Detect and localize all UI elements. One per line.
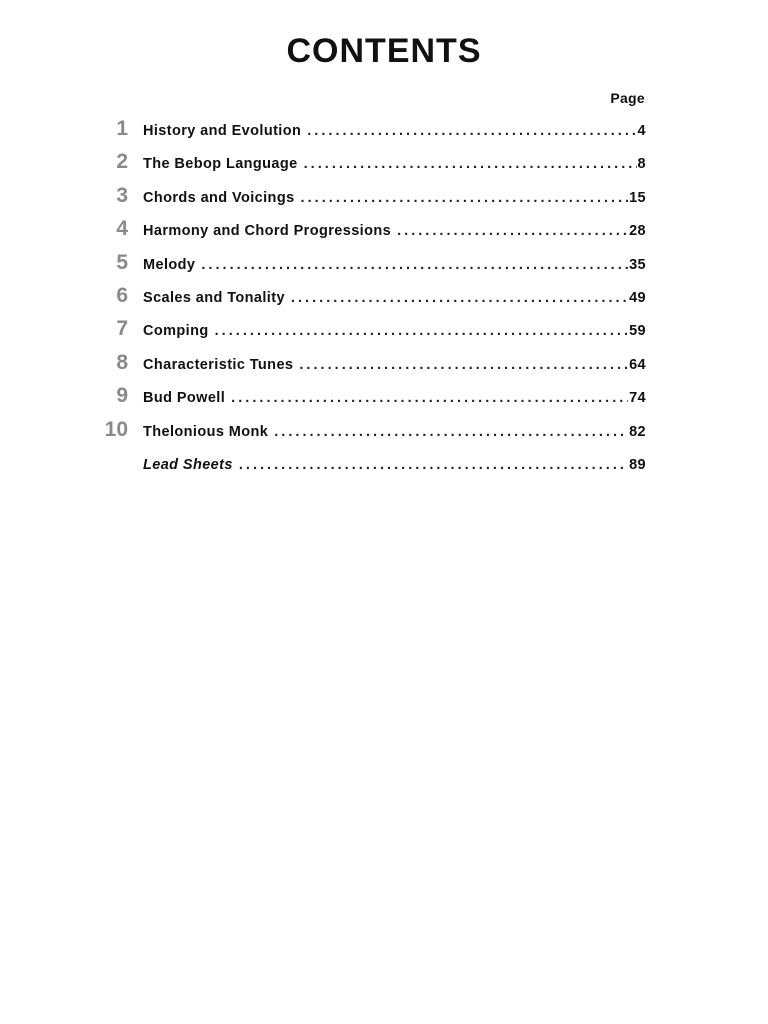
page-number: 15 (629, 189, 646, 206)
chapter-number: 10 (104, 417, 128, 441)
section-title: Lead Sheets (143, 456, 233, 473)
chapter-title: Comping (143, 323, 209, 340)
chapter-number: 2 (116, 150, 128, 174)
chapter-title: History and Evolution (143, 123, 302, 139)
dot-leader (304, 154, 637, 174)
toc-entry[interactable] (96, 183, 646, 216)
toc-entry[interactable] (96, 450, 646, 483)
dot-leader (239, 455, 628, 475)
page-number: 28 (629, 223, 646, 240)
page-number: 49 (629, 289, 646, 306)
dot-leader (291, 288, 628, 308)
dot-leader (274, 422, 628, 442)
dot-leader (397, 221, 628, 241)
chapter-number: 1 (116, 117, 128, 140)
dot-leader (201, 255, 628, 275)
page-number: 89 (629, 456, 646, 473)
page-number: 64 (629, 356, 646, 373)
page-number: 4 (637, 123, 646, 139)
toc-entry[interactable] (96, 250, 646, 283)
page-number: 82 (629, 423, 646, 440)
dot-leader (299, 355, 628, 375)
dot-leader (307, 121, 636, 141)
chapter-title: Characteristic Tunes (143, 356, 294, 373)
chapter-title: Bud Powell (143, 390, 226, 407)
toc-entry[interactable] (96, 283, 646, 316)
toc-entry[interactable] (96, 350, 646, 383)
page-number: 8 (637, 156, 646, 173)
toc-entry[interactable] (96, 316, 646, 349)
chapter-number: 3 (116, 183, 128, 207)
table-of-contents (96, 116, 646, 483)
page-column-label: Page (610, 90, 645, 106)
chapter-title: The Bebop Language (143, 156, 298, 173)
toc-entry[interactable] (96, 149, 646, 182)
chapter-title: Melody (143, 256, 196, 273)
chapter-number: 5 (116, 250, 128, 274)
toc-entry[interactable] (96, 417, 646, 450)
chapter-title: Scales and Tonality (143, 289, 285, 306)
page-number: 59 (629, 323, 646, 340)
page-number: 35 (629, 256, 646, 273)
page-title: CONTENTS (286, 32, 482, 70)
chapter-number: 7 (116, 317, 128, 341)
chapter-number: 4 (116, 217, 128, 241)
toc-entry[interactable] (96, 116, 646, 149)
dot-leader (301, 188, 629, 208)
toc-entry[interactable] (96, 216, 646, 249)
page-number: 74 (629, 390, 646, 407)
chapter-number: 9 (116, 384, 128, 408)
chapter-title: Chords and Voicings (143, 189, 295, 206)
chapter-number: 6 (116, 283, 128, 307)
chapter-number: 8 (116, 350, 128, 374)
chapter-title: Thelonious Monk (143, 423, 269, 440)
toc-entry[interactable] (96, 383, 646, 416)
dot-leader (231, 388, 628, 408)
dot-leader (215, 321, 628, 341)
chapter-title: Harmony and Chord Progressions (143, 223, 392, 240)
